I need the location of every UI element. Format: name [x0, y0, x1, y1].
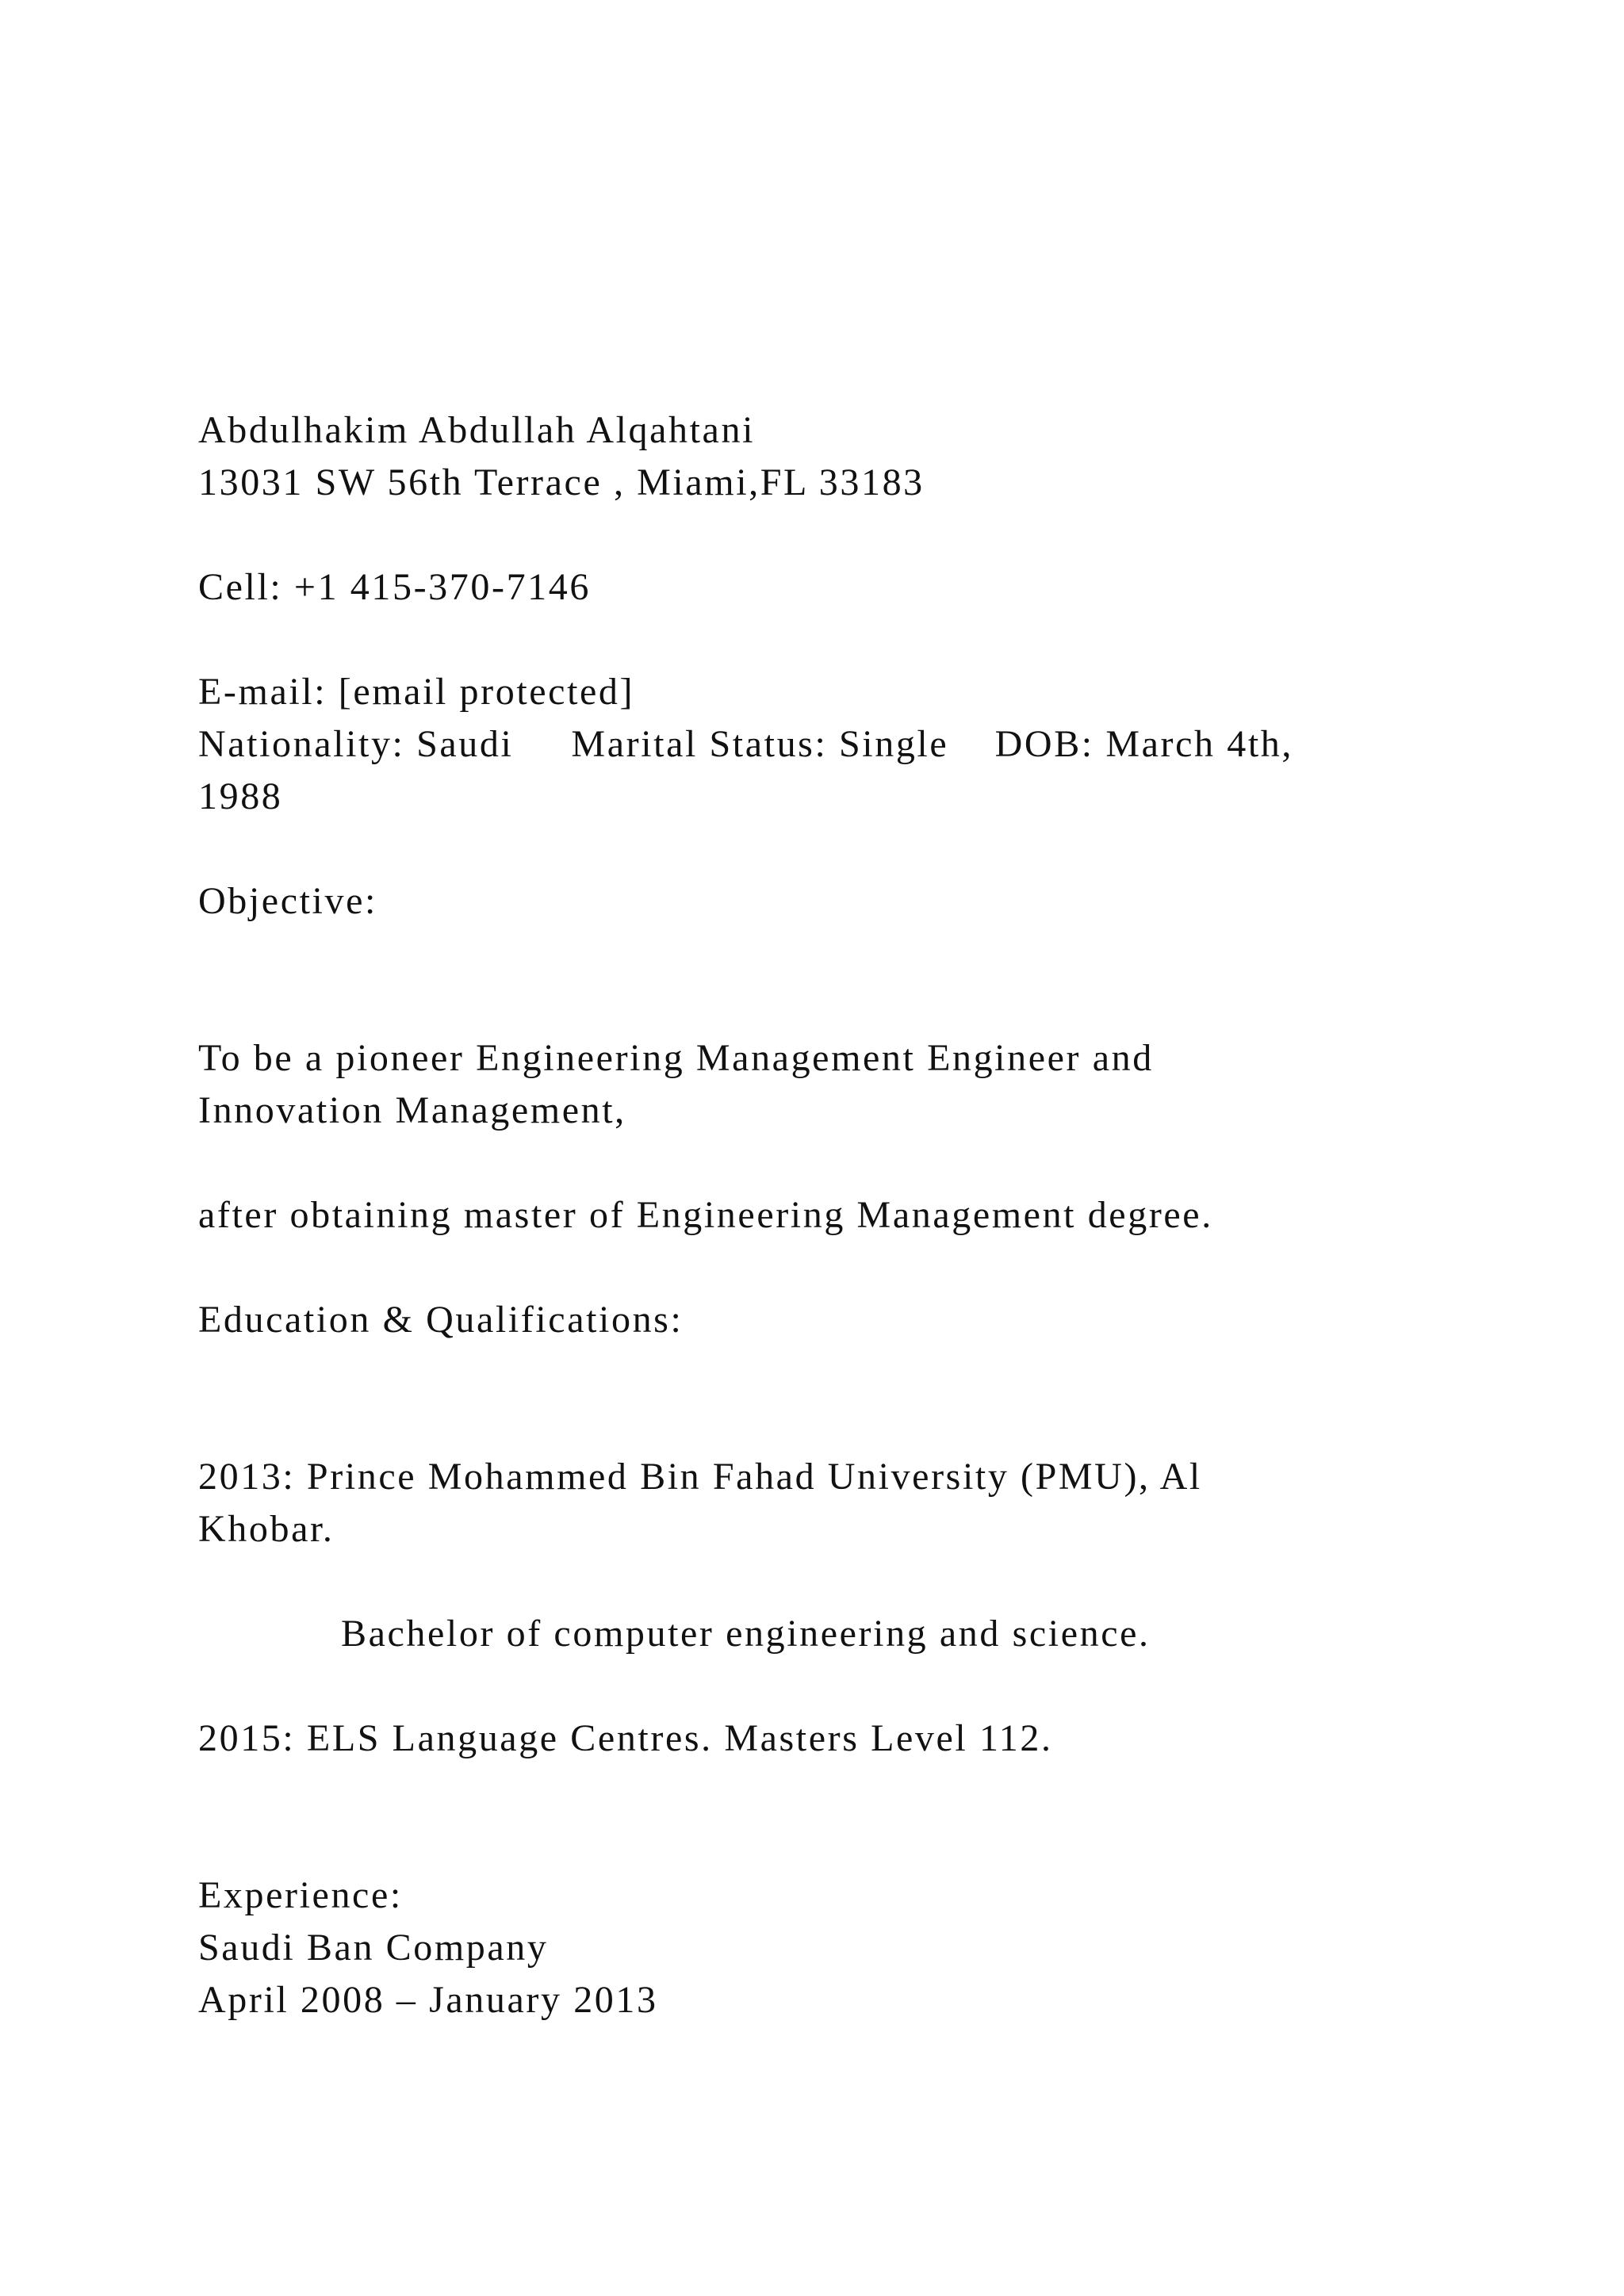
objective-heading: Objective:	[198, 880, 377, 922]
education-entry-2: 2015: ELS Language Centres. Masters Level 112.	[198, 1717, 1053, 1759]
email: E-mail: [email protected]	[198, 671, 635, 713]
objective-line-3: after obtaining master of Engineering Management degree.	[198, 1194, 1213, 1236]
education-heading: Education & Qualifications:	[198, 1299, 684, 1341]
education-entry-1-degree: Bachelor of computer engineering and science.	[341, 1613, 1151, 1655]
applicant-name: Abdulhakim Abdullah Alqahtani	[198, 409, 756, 451]
personal-details-line-1: Nationality: Saudi Marital Status: Single DOB: March 4th,	[198, 723, 1293, 765]
objective-line-1: To be a pioneer Engineering Management Engineer and	[198, 1037, 1154, 1079]
experience-dates: April 2008 – January 2013	[198, 1979, 658, 2021]
personal-details-line-2: 1988	[198, 775, 283, 817]
cell-phone: Cell: +1 415-370-7146	[198, 566, 591, 608]
objective-line-2: Innovation Management,	[198, 1089, 626, 1131]
address: 13031 SW 56th Terrace , Miami,FL 33183	[198, 461, 925, 503]
experience-company: Saudi Ban Company	[198, 1927, 549, 1969]
education-entry-1-line-1: 2013: Prince Mohammed Bin Fahad University (PMU), Al	[198, 1456, 1202, 1498]
education-entry-1-line-2: Khobar.	[198, 1508, 335, 1550]
experience-heading: Experience:	[198, 1874, 403, 1916]
